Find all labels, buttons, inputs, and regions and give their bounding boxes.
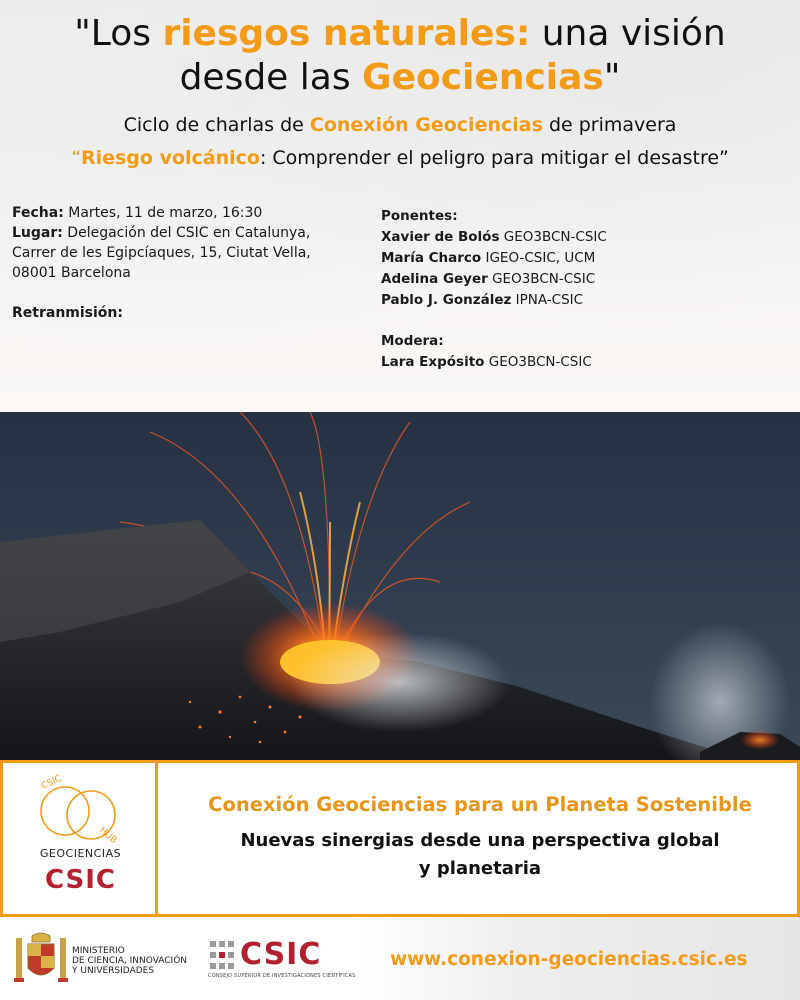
website-link[interactable]: www.conexion-geociencias.csic.es [390,949,748,970]
date-row [12,203,342,223]
speaker-name: María Charco [381,250,482,266]
speaker-affiliation: GEO3BCN-CSIC [499,229,607,245]
csic-emblem-icon [208,939,236,971]
speaker-item [381,227,781,248]
speaker-name: Pablo J. González [381,292,512,308]
speaker-item [381,290,781,311]
place-row [12,223,342,283]
subtitle-text: Ciclo de charlas de [123,114,310,136]
title-text: "Los [74,13,163,54]
speakers-panel [381,206,781,373]
talk-highlight: Riesgo volcánico [80,147,260,169]
banner-subtitle [163,827,797,883]
hub-csic-label: CSIC [44,865,117,895]
title-highlight-1: riesgos naturales: [162,13,531,54]
talk-text: : Comprender el peligro para mitigar el desastre” [259,147,729,169]
speaker-item [381,269,781,290]
banner-title: Conexión Geociencias para un Planeta Sostenible [208,793,752,816]
speakers-label: Ponentes: [381,208,458,224]
moderator-name: Lara Expósito [381,354,485,370]
event-details [12,203,342,323]
ministry-line-1: MINISTERIO [72,946,125,956]
volcano-photo [0,412,800,760]
moderator-label: Modera: [381,333,444,349]
speaker-affiliation: GEO3BCN-CSIC [487,271,596,287]
place-value: Delegación del CSIC en Catalunya, Carrer de les Egipcíaques, 15, Ciutat Vella, 08001 Barcelona [12,225,311,281]
csic-logo-word: CSIC [240,937,322,972]
talk-title [40,146,760,171]
program-banner [0,760,800,917]
title-text-2: una visión [530,13,726,54]
speaker-name: Xavier de Bolós [381,229,500,245]
hub-ring-text-csic: CSIC [40,773,64,792]
series-subtitle [0,112,800,138]
ministry-line-2: DE CIENCIA, INNOVACIÓN [72,956,188,966]
hub-geociencias-label: GEOCIENCIAS [39,847,122,860]
moderator-affiliation: GEO3BCN-CSIC [484,354,592,370]
date-value: Martes, 11 de marzo, 16:30 [63,205,263,221]
speaker-affiliation: IGEO-CSIC, UCM [481,250,596,266]
stream-label: Retranmisión: [12,305,123,321]
talk-quote: “ [71,147,81,169]
date-label: Fecha: [12,205,64,221]
title-text-3: desde las [179,57,363,98]
title-text-4: " [603,57,621,98]
banner-subtitle-line-2: y planetaria [418,858,542,879]
ministry-line-3: Y UNIVERSIDADES [72,966,155,976]
hub-ring-text-hub: HUB [97,825,119,846]
subtitle-highlight: Conexión Geociencias [309,114,543,136]
subtitle-text-2: de primavera [542,114,677,136]
hub-rings-icon [3,763,158,853]
moderator-item [381,352,781,373]
csic-hub-logo [3,763,158,914]
stream-row [12,303,342,323]
spain-coat-of-arms-icon [14,930,68,988]
title-highlight-2: Geociencias [362,57,604,98]
place-label: Lugar: [12,225,63,241]
banner-subtitle-line-1: Nuevas sinergias desde una perspectiva global [240,830,720,851]
speaker-affiliation: IPNA-CSIC [511,292,584,308]
header-area [0,0,800,412]
speaker-name: Adelina Geyer [381,271,488,287]
ministry-name [72,946,202,976]
footer [0,917,800,1000]
csic-full-name: CONSEJO SUPERIOR DE INVESTIGACIONES CIENTÍFICAS [208,973,356,979]
speaker-item [381,248,781,269]
poster-title [0,12,800,100]
